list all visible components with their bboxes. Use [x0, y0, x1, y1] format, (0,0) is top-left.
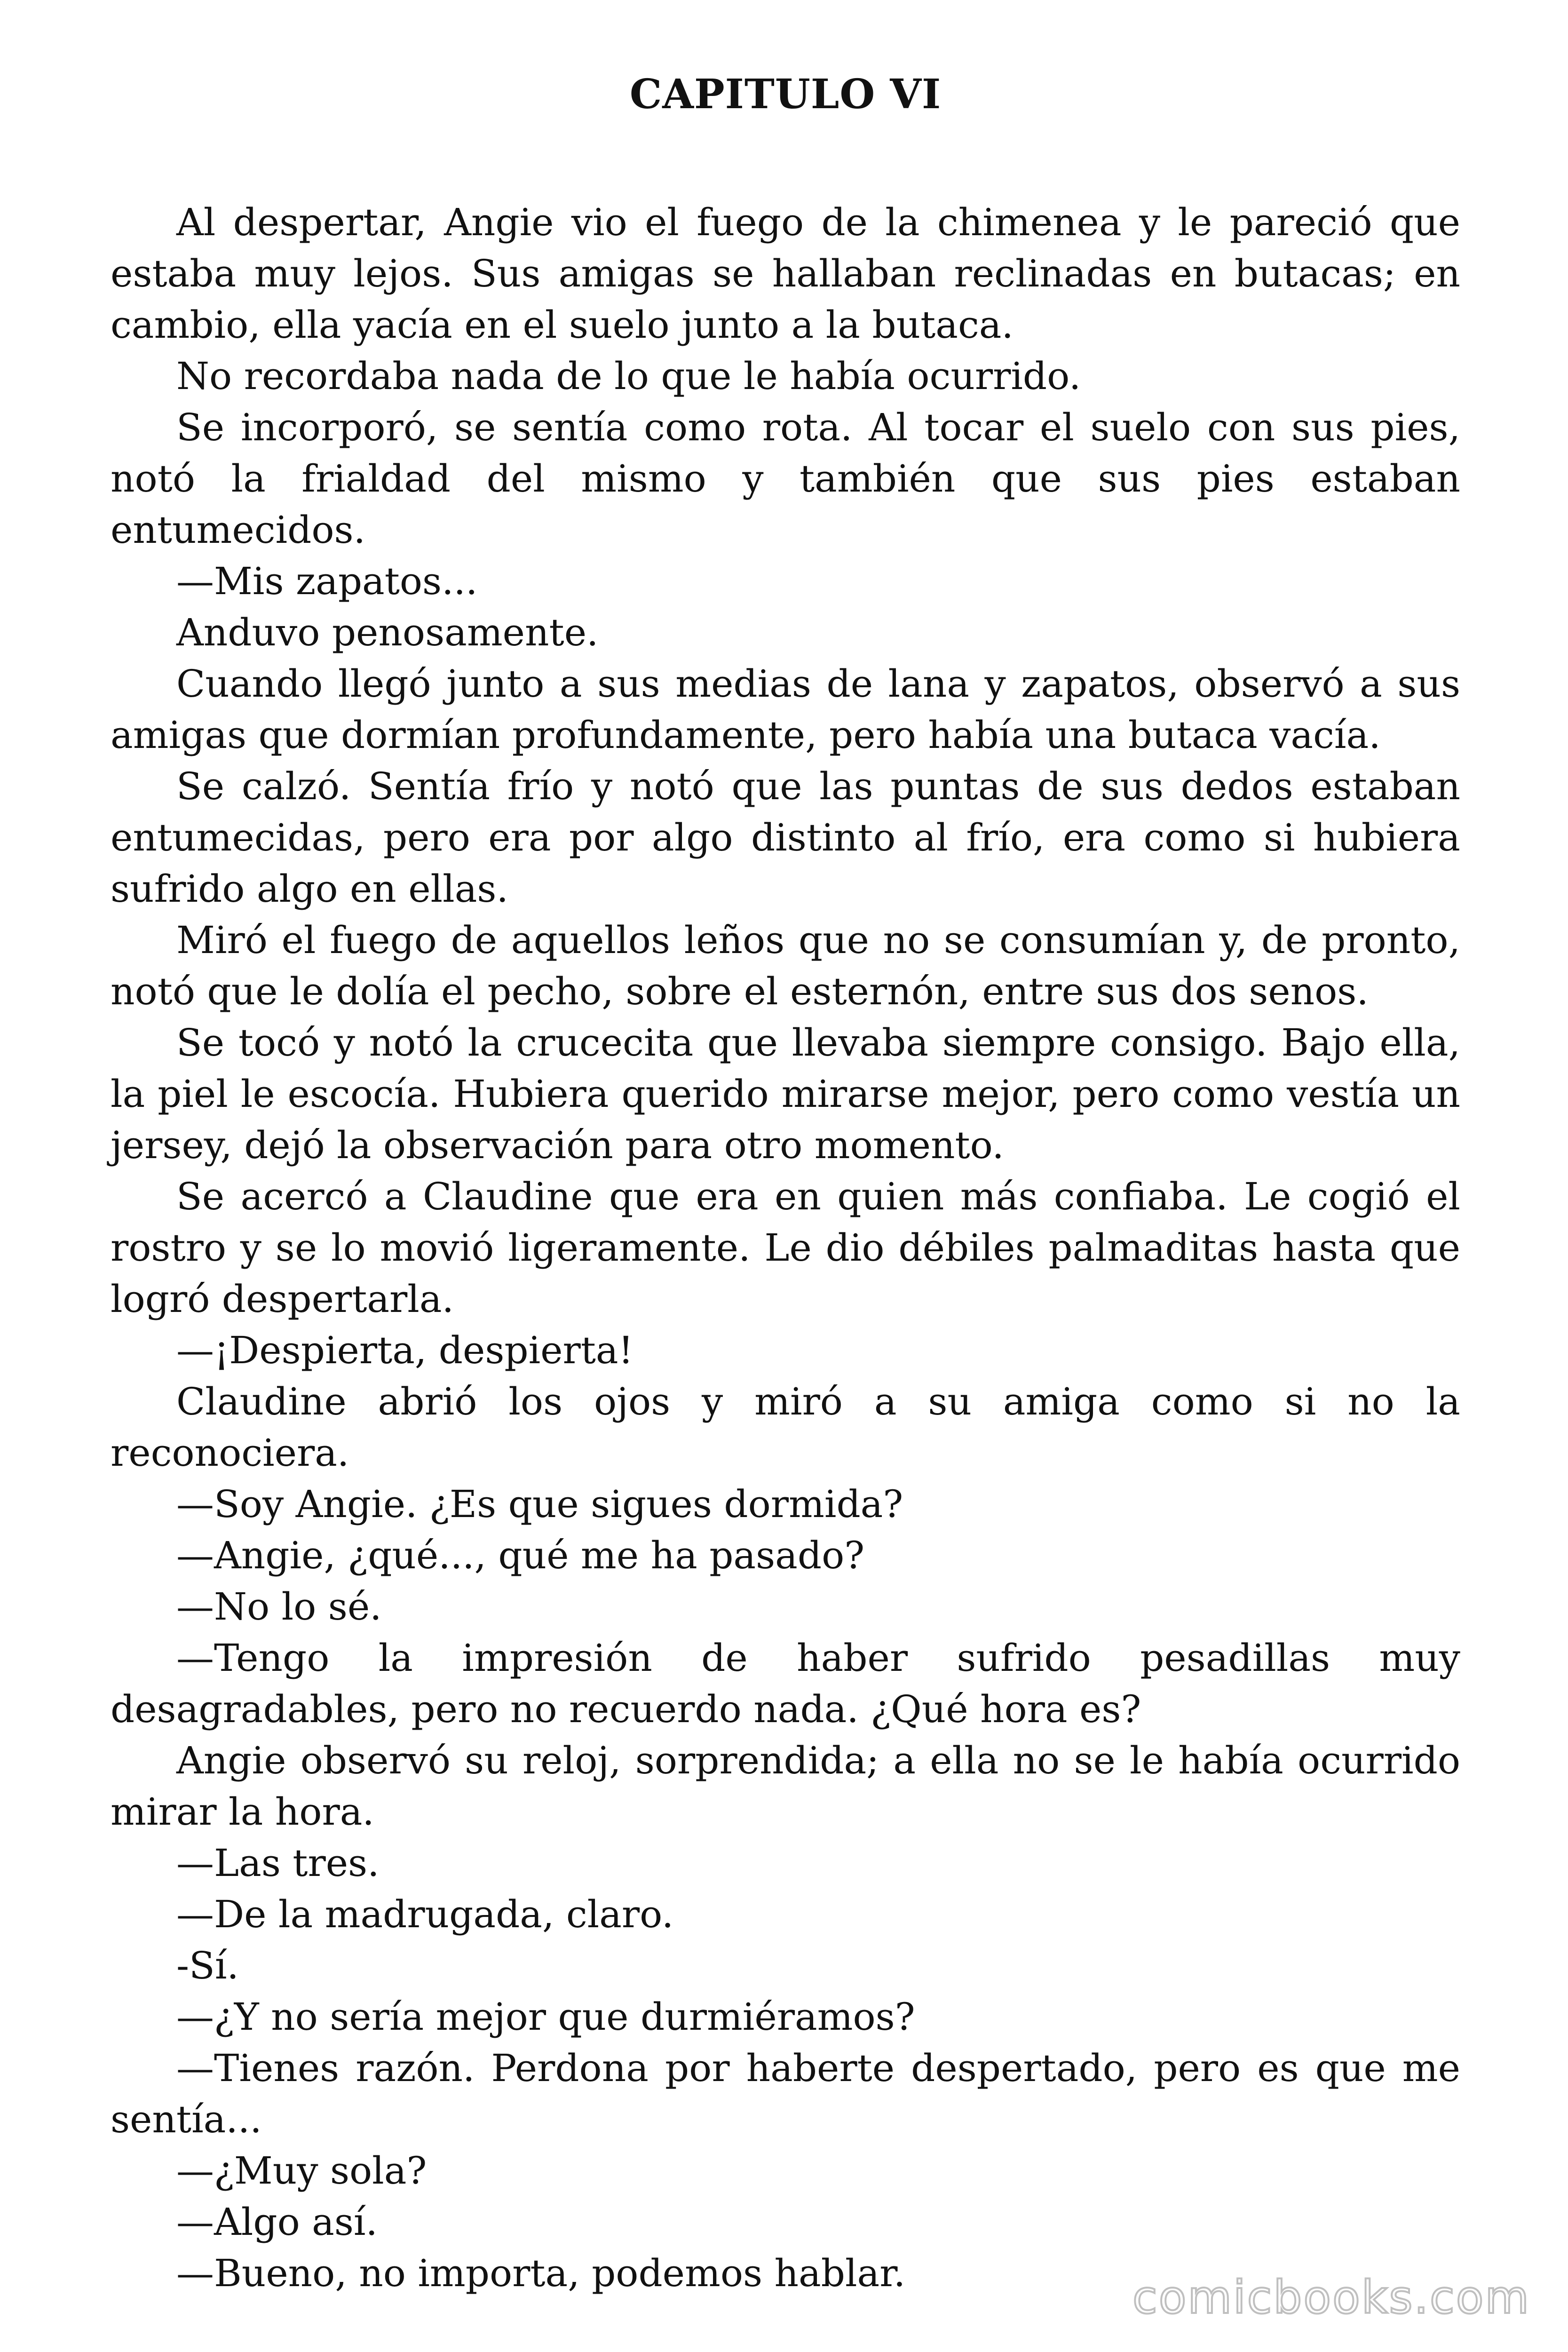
paragraph: —No lo sé. — [176, 1585, 382, 1629]
paragraph: Se tocó y notó la crucecita que llevaba siempre consigo. Bajo ella, la piel le escocía. Hubiera querido mirarse mejor, pero como vestía un jersey, dejó la observación para otro momento. — [111, 1021, 1460, 1167]
paragraph: —¿Y no sería mejor que durmiéramos? — [176, 1995, 915, 2039]
paragraph: —Las tres. — [176, 1841, 380, 1885]
paragraph: —¡Despierta, despierta! — [176, 1328, 634, 1372]
paragraph: —Tienes razón. Perdona por haberte despertado, pero es que me sentía... — [111, 2046, 1460, 2141]
paragraph: Miró el fuego de aquellos leños que no se consumían y, de pronto, notó que le dolía el pecho, sobre el esternón, entre sus dos senos. — [111, 918, 1460, 1013]
book-page — [111, 0, 1460, 2352]
paragraph: Se acercó a Claudine que era en quien más confiaba. Le cogió el rostro y se lo movió ligeramente. Le dio débiles palmaditas hasta que logró despertarla. — [111, 1175, 1460, 1321]
paragraph: Se incorporó, se sentía como rota. Al tocar el suelo con sus pies, notó la frialdad del mismo y también que sus pies estaban entumecidos. — [111, 405, 1460, 552]
paragraph: Cuando llegó junto a sus medias de lana y zapatos, observó a sus amigas que dormían profundamente, pero había una butaca vacía. — [111, 662, 1460, 757]
paragraph: Al despertar, Angie vio el fuego de la chimenea y le pareció que estaba muy lejos. Sus amigas se hallaban reclinadas en butacas; en cambio, ella yacía en el suelo junto a la butaca. — [111, 200, 1460, 347]
paragraph: —Bueno, no importa, podemos hablar. — [176, 2251, 906, 2295]
paragraph: —Algo así. — [176, 2200, 378, 2244]
watermark: comicbooks.com — [1132, 2271, 1530, 2324]
paragraph: —Tengo la impresión de haber sufrido pesadillas muy desagradables, pero no recuerdo nada. ¿Qué hora es? — [111, 1636, 1460, 1731]
paragraph: Claudine abrió los ojos y miró a su amiga como si no la reconociera. — [111, 1380, 1460, 1475]
paragraph: Anduvo penosamente. — [176, 611, 599, 654]
paragraph: —¿Muy sola? — [176, 2149, 427, 2193]
paragraph: Se calzó. Sentía frío y notó que las puntas de sus dedos estaban entumecidas, pero era por algo distinto al frío, era como si hubiera sufrido algo en ellas. — [111, 764, 1460, 911]
chapter-body — [111, 197, 1460, 2299]
paragraph: No recordaba nada de lo que le había ocurrido. — [176, 354, 1081, 398]
paragraph: —De la madrugada, claro. — [176, 1892, 674, 1936]
chapter-title: CAPITULO VI — [629, 71, 942, 118]
paragraph: -Sí. — [176, 1944, 239, 1987]
paragraph: —Angie, ¿qué..., qué me ha pasado? — [176, 1534, 865, 1577]
paragraph: —Mis zapatos... — [176, 559, 478, 603]
paragraph: —Soy Angie. ¿Es que sigues dormida? — [176, 1482, 903, 1526]
paragraph: Angie observó su reloj, sorprendida; a ella no se le había ocurrido mirar la hora. — [111, 1739, 1460, 1834]
